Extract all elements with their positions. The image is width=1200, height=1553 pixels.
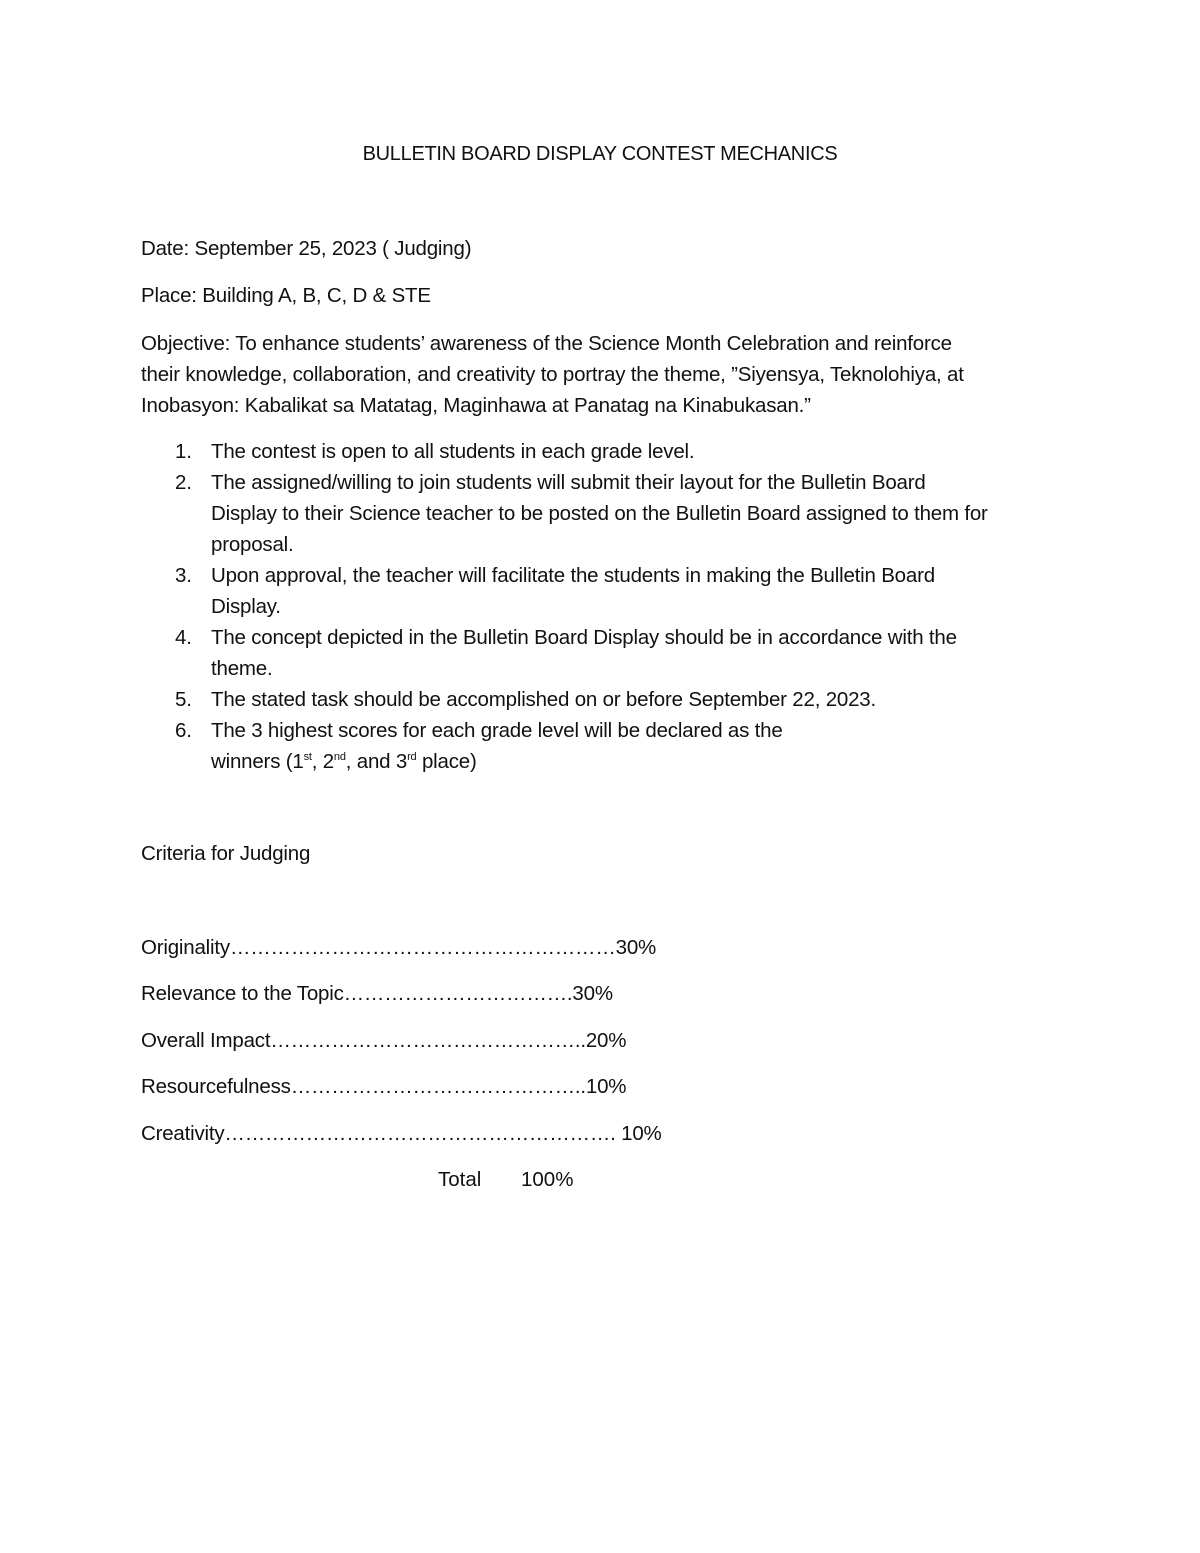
criteria-row: Creativity…………………………………………………. 10% <box>141 1122 662 1145</box>
rule-number: 2. <box>175 471 192 494</box>
rule-text: Display to their Science teacher to be posted on the Bulletin Board assigned to them for <box>211 502 988 525</box>
rule-text: The concept depicted in the Bulletin Board Display should be in accordance with the <box>211 626 957 649</box>
rule-item <box>141 684 1091 715</box>
criteria-row: Overall Impact………………………………………..20% <box>141 1029 627 1052</box>
criteria-row: Relevance to the Topic…………………………….30% <box>141 982 613 1005</box>
total-label: Total <box>438 1168 482 1191</box>
rule-number: 1. <box>175 440 192 463</box>
rule-text: theme. <box>211 657 273 680</box>
total-row <box>438 1168 573 1192</box>
rule-number: 4. <box>175 626 192 649</box>
date-line: Date: September 25, 2023 ( Judging) <box>141 237 472 260</box>
rule-item <box>141 467 1091 560</box>
rule-text: The 3 highest scores for each grade level will be declared as the <box>211 719 783 742</box>
rule-text: The contest is open to all students in each grade level. <box>211 440 695 463</box>
rule-text-winners: winners (1st, 2nd, and 3rd place) <box>211 750 477 773</box>
rules-list <box>141 436 1091 777</box>
rule-item <box>141 715 1091 777</box>
rule-item <box>141 622 1091 684</box>
objective-line: Objective: To enhance students’ awareness of the Science Month Celebration and reinforce <box>141 332 952 355</box>
criteria-heading: Criteria for Judging <box>141 842 311 865</box>
objective-paragraph <box>141 328 1071 421</box>
total-value: 100% <box>521 1168 574 1191</box>
document-title: BULLETIN BOARD DISPLAY CONTEST MECHANICS <box>362 143 838 165</box>
rule-text: Upon approval, the teacher will facilitate the students in making the Bulletin Board <box>211 564 935 587</box>
rule-text: The assigned/willing to join students will submit their layout for the Bulletin Board <box>211 471 926 494</box>
objective-line: their knowledge, collaboration, and creativity to portray the theme, ”Siyensya, Teknolohiya, at <box>141 363 964 386</box>
criteria-row: Originality…………………………………………………30% <box>141 936 657 959</box>
rule-number: 3. <box>175 564 192 587</box>
rule-item <box>141 560 1091 622</box>
rule-item <box>141 436 1091 467</box>
objective-line: Inobasyon: Kabalikat sa Matatag, Maginhawa at Panatag na Kinabukasan.” <box>141 394 811 417</box>
rule-text: The stated task should be accomplished on or before September 22, 2023. <box>211 688 877 711</box>
rule-number: 5. <box>175 688 192 711</box>
criteria-row: Resourcefulness……………………………………..10% <box>141 1075 627 1098</box>
rule-number: 6. <box>175 719 192 742</box>
place-line: Place: Building A, B, C, D & STE <box>141 284 431 307</box>
rule-text: Display. <box>211 595 281 618</box>
rule-text: proposal. <box>211 533 294 556</box>
